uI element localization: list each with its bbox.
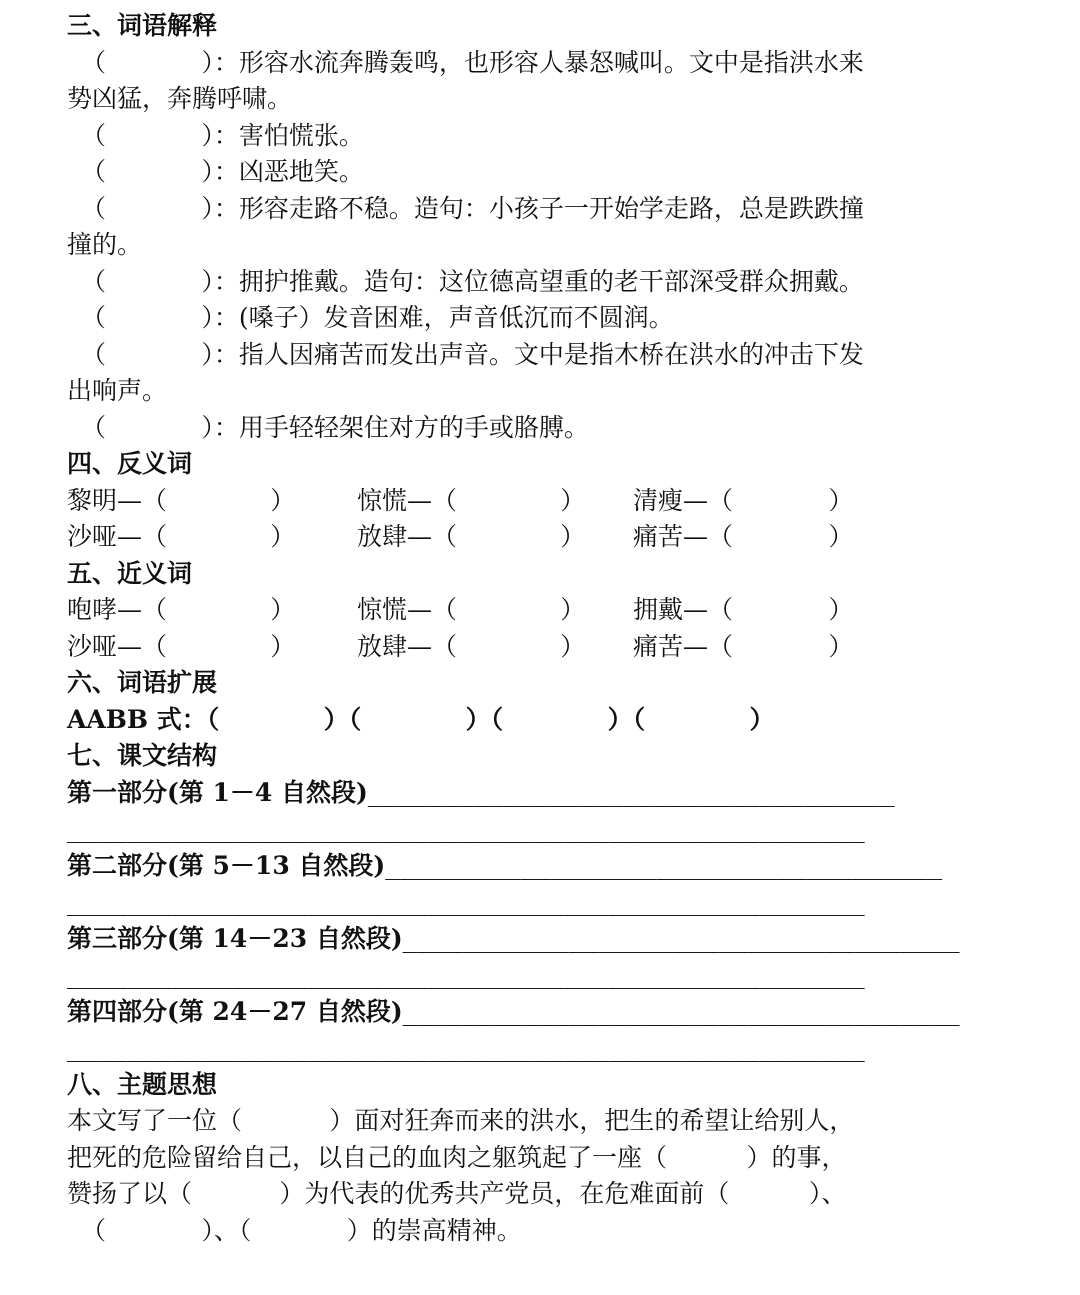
- definition-row: [67, 191, 1020, 228]
- structure-part: [67, 848, 1020, 885]
- structure-part-label: 第三部分(第 14－23 自然段): [67, 923, 403, 953]
- blank-paren: （ ）：: [81, 193, 239, 223]
- definition-continuation: 势凶猛，奔腾呼啸。: [67, 84, 293, 113]
- answer-blank-line: ___________________________________: [367, 777, 895, 807]
- definition-row: [67, 264, 1020, 301]
- synonym-item: 痛苦—（ ）: [633, 631, 854, 661]
- structure-part-label: 第二部分(第 5－13 自然段): [67, 850, 386, 880]
- antonym-item: 放肆—（ ）: [357, 522, 586, 551]
- section-6-heading: 六、词语扩展: [67, 668, 218, 697]
- theme-line: 赞扬了以（ ）为代表的优秀共产党员，在危难面前（ ）、: [67, 1179, 847, 1208]
- blank-paren: （ ）：: [81, 120, 239, 150]
- definition-text: 害怕慌张。: [238, 120, 364, 150]
- section-7-heading: 七、课文结构: [67, 741, 218, 770]
- structure-part-label: 第四部分(第 24－27 自然段): [67, 996, 403, 1026]
- theme-line: （ ）、（ ）的崇高精神。: [81, 1215, 522, 1245]
- definition-row: [67, 118, 1020, 155]
- synonym-row: [67, 592, 1020, 629]
- antonym-row: [67, 483, 1020, 520]
- answer-blank-line: _____________________________________________________: [67, 814, 865, 843]
- synonym-item: 拥戴—（ ）: [633, 595, 854, 624]
- answer-blank-line: _____________________________________________________: [67, 887, 865, 916]
- antonym-row: [67, 519, 1020, 556]
- definition-text: (嗓子）发音困难，声音低沉而不圆润。: [238, 303, 674, 332]
- structure-part: [67, 994, 1020, 1031]
- definition-text: 形容走路不稳。造句：小孩子一开始学走路，总是跌跌撞: [238, 193, 864, 223]
- definition-row: [67, 154, 1020, 191]
- structure-part-label: 第一部分(第 1－4 自然段): [67, 777, 368, 807]
- blank-paren: （ ）：: [81, 339, 239, 369]
- definition-text: 形容水流奔腾轰鸣，也形容人暴怒喊叫。文中是指洪水来: [238, 47, 864, 77]
- answer-blank-line: _____________________________________: [402, 923, 960, 953]
- aabb-line: AABB 式：（ ）（ ）（ ）（ ）: [67, 704, 775, 734]
- section-3-heading: 三、词语解释: [67, 11, 218, 40]
- definition-text: 凶恶地笑。: [238, 157, 364, 186]
- antonym-item: 黎明—（ ）: [67, 485, 296, 515]
- definition-row: [67, 337, 1020, 374]
- definition-continuation: 出响声。: [67, 376, 168, 405]
- blank-paren: （ ）：: [81, 266, 239, 296]
- antonym-item: 沙哑—（ ）: [67, 522, 296, 551]
- section-5-heading: 五、近义词: [67, 558, 193, 588]
- synonym-row: [67, 629, 1020, 666]
- definition-text: 拥护推戴。造句：这位德高望重的老干部深受群众拥戴。: [238, 266, 864, 296]
- definition-row: [67, 410, 1020, 447]
- theme-line: 把死的危险留给自己，以自己的血肉之躯筑起了一座（ ）的事，: [67, 1142, 847, 1172]
- definition-text: 指人因痛苦而发出声音。文中是指木桥在洪水的冲击下发: [238, 339, 864, 369]
- synonym-item: 咆哮—（ ）: [67, 595, 296, 624]
- section-8-heading: 八、主题思想: [67, 1069, 218, 1099]
- antonym-item: 痛苦—（ ）: [633, 522, 854, 551]
- antonym-item: 清瘦—（ ）: [633, 485, 854, 515]
- blank-paren: （ ）：: [81, 157, 239, 186]
- blank-paren: （ ）：: [81, 412, 239, 442]
- structure-part: [67, 921, 1020, 958]
- synonym-item: 惊慌—（ ）: [357, 595, 586, 624]
- blank-paren: （ ）：: [81, 47, 239, 77]
- definition-row: [67, 45, 1020, 82]
- antonym-item: 惊慌—（ ）: [357, 485, 586, 515]
- definition-row: [67, 300, 1020, 337]
- synonym-item: 放肆—（ ）: [357, 631, 586, 661]
- answer-blank-line: _____________________________________: [385, 850, 943, 880]
- blank-paren: （ ）：: [81, 303, 239, 332]
- definition-continuation: 撞的。: [67, 230, 143, 259]
- theme-line: 本文写了一位（ ）面对狂奔而来的洪水，把生的希望让给别人，: [67, 1106, 855, 1135]
- structure-part: [67, 775, 1020, 812]
- answer-blank-line: _____________________________________________________: [67, 960, 865, 989]
- answer-blank-line: _____________________________________________________: [67, 1033, 865, 1062]
- answer-blank-line: _____________________________________: [402, 996, 960, 1026]
- section-4-heading: 四、反义词: [67, 449, 193, 478]
- synonym-item: 沙哑—（ ）: [67, 631, 296, 661]
- definition-text: 用手轻轻架住对方的手或胳膊。: [238, 412, 589, 442]
